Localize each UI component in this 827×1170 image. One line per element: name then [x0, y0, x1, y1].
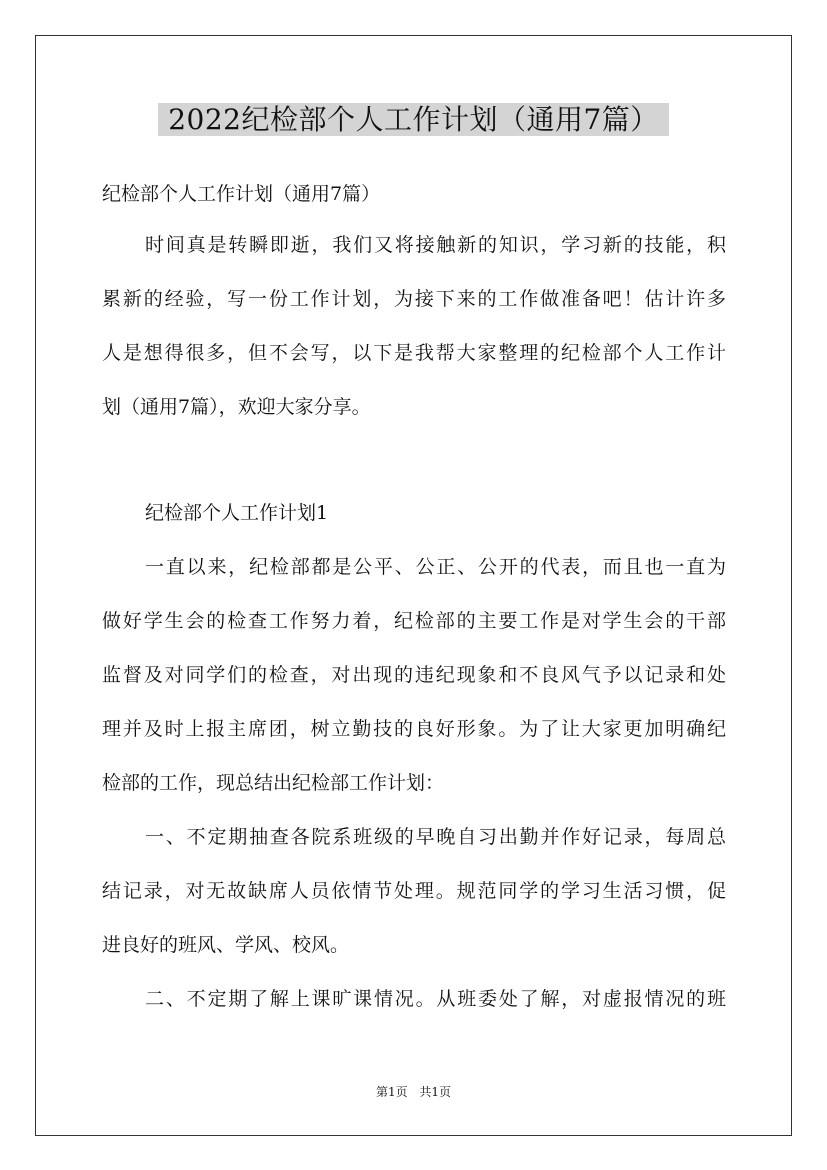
document-subtitle: 纪检部个人工作计划（通用7篇） — [102, 183, 381, 205]
paragraph-line: 监督及对同学们的检查，对出现的违纪现象和不良风气予以记录和处 — [102, 664, 726, 686]
paragraph-line: 做好学生会的检查工作努力着，纪检部的主要工作是对学生会的干部 — [102, 610, 726, 632]
document-title — [0, 98, 827, 142]
page-total: 共1页 — [419, 1085, 452, 1099]
section-heading: 纪检部个人工作计划1 — [145, 502, 329, 524]
section-paragraph — [102, 540, 726, 810]
item-two-paragraph — [102, 972, 726, 1026]
document-body — [102, 170, 726, 1026]
blank-line — [102, 434, 726, 486]
paragraph-line: 时间真是转瞬即逝，我们又将接触新的知识，学习新的技能，积 — [145, 234, 726, 256]
paragraph-line: 人是想得很多，但不会写，以下是我帮大家整理的纪检部个人工作计 — [102, 342, 726, 364]
paragraph-line: 二、不定期了解上课旷课情况。从班委处了解，对虚报情况的班 — [145, 988, 726, 1010]
paragraph-line: 划（通用7篇），欢迎大家分享。 — [102, 396, 371, 418]
paragraph-line: 理并及时上报主席团，树立勤技的良好形象。为了让大家更加明确纪 — [102, 718, 726, 740]
document-title-text: 2022纪检部个人工作计划（通用7篇） — [158, 103, 669, 136]
paragraph-line: 检部的工作，现总结出纪检部工作计划： — [102, 772, 445, 794]
paragraph-line: 一、不定期抽查各院系班级的早晚自习出勤并作好记录，每周总 — [145, 826, 726, 848]
item-one-paragraph — [102, 810, 726, 972]
paragraph-line: 结记录，对无故缺席人员依情节处理。规范同学的学习生活习惯，促 — [102, 880, 726, 902]
page-number: 第1页 — [375, 1085, 408, 1099]
paragraph-line: 进良好的班风、学风、校风。 — [102, 934, 350, 956]
page-footer — [0, 1083, 827, 1101]
paragraph-line: 累新的经验，写一份工作计划，为接下来的工作做准备吧！估计许多 — [102, 288, 726, 310]
intro-paragraph — [102, 218, 726, 434]
paragraph-line: 一直以来，纪检部都是公平、公正、公开的代表，而且也一直为 — [145, 556, 726, 578]
